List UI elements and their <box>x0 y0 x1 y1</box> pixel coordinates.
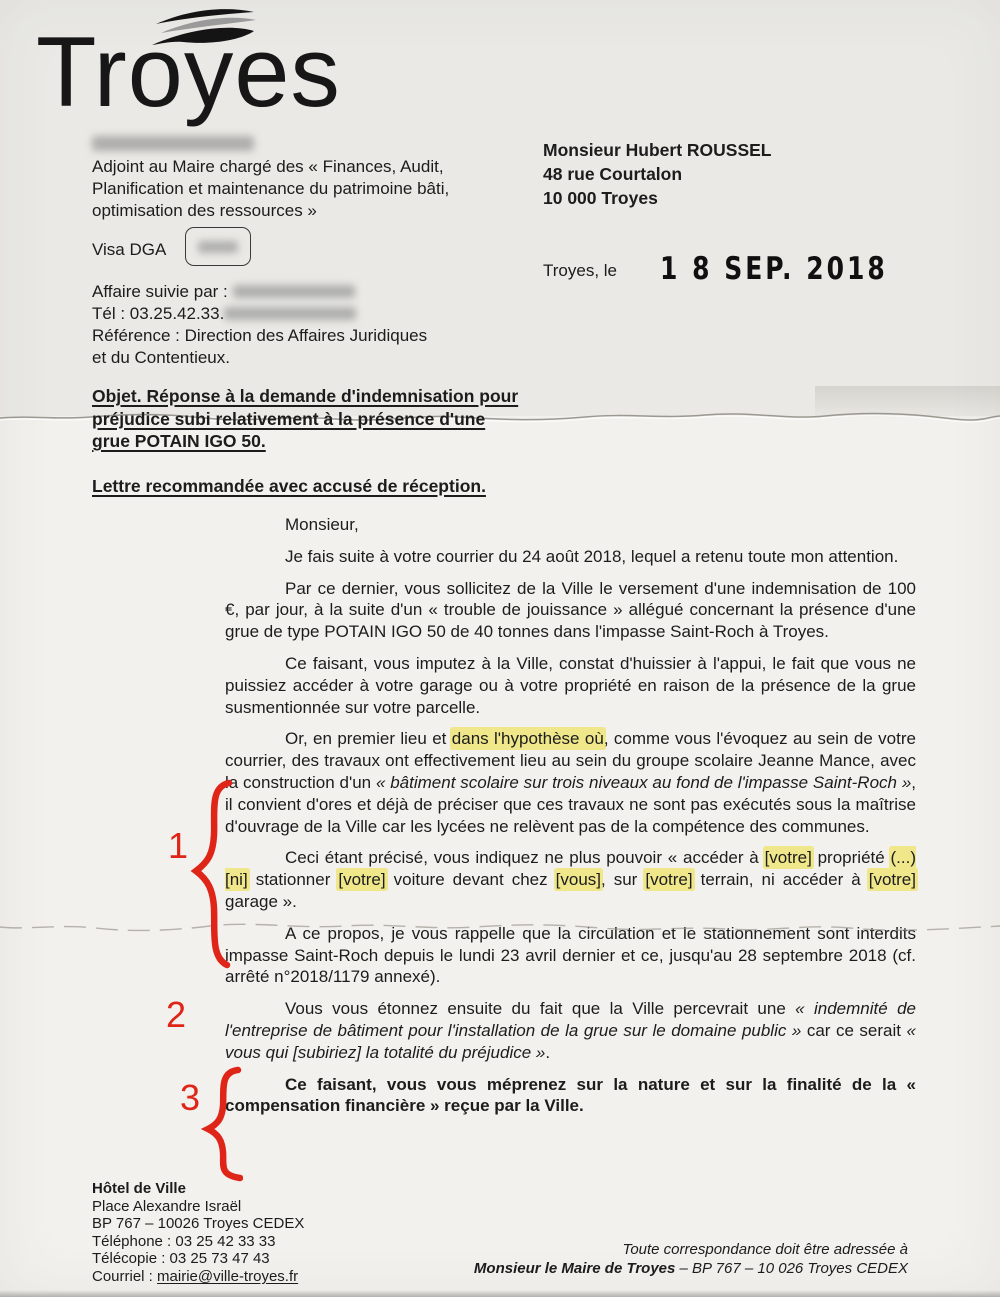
text-segment: . <box>545 1042 551 1062</box>
text-segment: stationner <box>247 870 339 890</box>
body-paragraph <box>225 653 916 718</box>
footer-fax: Télécopie : 03 25 73 47 43 <box>92 1250 270 1268</box>
text-segment: , sur <box>601 870 646 890</box>
visa-row <box>92 240 166 260</box>
text-segment: [votre] <box>645 870 693 890</box>
subject-line3: grue POTAIN IGO 50. <box>92 431 266 451</box>
text-segment: Par ce dernier, vous sollicitez de la Ville le versement d'une indemnisation de 100 €, par jour, à la suite d'un « trouble de jouissance » allégué concernant la présence d'une grue de type POTAIN IGO 50 de 40 tonnes dans l'impasse Saint-Roch à Troyes. <box>225 578 916 642</box>
subject-line1: Objet. Réponse à la demande d'indemnisation pour <box>92 386 519 406</box>
footer-correspondence-note <box>474 1240 908 1278</box>
salutation <box>225 514 916 536</box>
text-segment: voiture devant chez <box>385 870 556 890</box>
affaire-label: Affaire suivie par : <box>92 282 228 301</box>
correspondence-addressee: Monsieur le Maire de Troyes <box>473 1260 676 1277</box>
recipient-city: 10 000 Troyes <box>543 188 658 208</box>
recipient-block <box>543 138 772 210</box>
footer-address1: Place Alexandre Israël <box>92 1197 242 1215</box>
body-paragraph <box>225 998 916 1063</box>
text-segment: Or, en premier lieu et <box>285 729 452 749</box>
text-segment: Ce faisant, vous vous méprenez sur la nature et sur la finalité de la « compensation financière » reçue par la Ville. <box>225 1074 916 1116</box>
scan-bottom-edge <box>0 1290 1000 1297</box>
date-stamp: 1 8 SEP. 2018 <box>660 250 888 287</box>
text-segment: [votre] <box>868 870 916 890</box>
reference-line1: Référence : Direction des Affaires Juridiques <box>92 326 428 345</box>
footer-email-label: Courriel : <box>92 1267 158 1285</box>
paper-fold-line-middle <box>0 918 1000 936</box>
redacted-tel-suffix <box>224 307 356 320</box>
date-place: Troyes, le <box>543 261 618 280</box>
text-segment: (...) [ni] <box>225 848 916 890</box>
correspondence-line2 <box>474 1259 908 1278</box>
annotation-brace-1 <box>188 779 234 974</box>
correspondence-address: – BP 767 – 10 026 Troyes CEDEX <box>675 1260 908 1277</box>
sender-title-line1: Adjoint au Maire chargé des « Finances, Audit, <box>92 157 444 176</box>
city-logo-wordmark: Troyes <box>36 16 341 127</box>
text-segment: car ce serait <box>801 1020 907 1040</box>
tel-label: Tél : 03.25.42.33. <box>92 304 225 323</box>
annotation-number-1: 1 <box>168 825 189 866</box>
sender-title-line2: Planification et maintenance du patrimoine bâti, <box>92 179 450 198</box>
footer-email-address: mairie@ville-troyes.fr <box>157 1267 299 1285</box>
annotation-number-3: 3 <box>180 1077 201 1118</box>
sender-block <box>92 134 449 222</box>
text-segment: Je fais suite à votre courrier du 24 août 2018, lequel a retenu toute mon attention. <box>285 546 899 566</box>
text-segment: [votre] <box>764 848 812 868</box>
footer-org: Hôtel de Ville <box>92 1180 186 1197</box>
visa-stamp-box <box>185 227 251 266</box>
text-segment: Ce faisant, vous imputez à la Ville, constat d'huissier à l'appui, le fait que vous ne puissiez accéder à votre garage ou à votre propriété en raison de la présence de la grue susmentionnée sur votre parcelle. <box>225 653 916 717</box>
registered-mail-line: Lettre recommandée avec accusé de réception. <box>92 476 486 496</box>
affaire-line <box>92 281 427 303</box>
text-segment: [vous] <box>555 870 601 890</box>
text-segment: Monsieur, <box>285 515 359 534</box>
footer-phone: Téléphone : 03 25 42 33 33 <box>92 1232 276 1250</box>
text-segment: garage ». <box>225 891 297 911</box>
text-segment: terrain, ni accéder à <box>692 870 869 890</box>
body-paragraph <box>225 1074 916 1118</box>
body-paragraph <box>225 847 916 912</box>
recipient-street: 48 rue Courtalon <box>543 164 683 184</box>
text-segment: « vous qui [subiriez] la totalité du préjudice » <box>225 1020 916 1062</box>
text-segment: , il convient d'ores et déjà de préciser que ces travaux ne sont pas exécutés sous la maîtrise d'ouvrage de la Ville car les lycées ne relèvent pas de la compétence des communes. <box>225 772 917 836</box>
footer-email-line <box>92 1268 304 1286</box>
text-segment: propriété <box>811 848 891 868</box>
redacted-visa-initials <box>198 241 238 253</box>
text-segment: « bâtiment scolaire sur trois niveaux au fond de l'impasse Saint-Roch » <box>375 772 912 792</box>
redacted-agent-name <box>233 285 355 298</box>
body-paragraph <box>225 546 916 568</box>
text-segment: A ce propos, je vous rappelle que la circulation et le stationnement sont interdits impasse Saint-Roch depuis le lundi 23 avril dernier et ce, jusqu'au 28 septembre 2018 (cf. arrêté n°2018/1179 annexé). <box>225 923 916 987</box>
sender-title-line3: optimisation des ressources » <box>92 201 317 220</box>
annotation-number-2: 2 <box>166 994 187 1035</box>
body-paragraph <box>225 728 916 837</box>
text-segment: dans l'hypothèse où <box>451 729 604 749</box>
text-segment: « indemnité de l'entreprise de bâtiment pour l'installation de la grue sur le domaine public » <box>225 999 916 1040</box>
tel-line <box>92 303 427 325</box>
footer-address-block <box>92 1180 304 1286</box>
text-segment: [votre] <box>338 870 386 890</box>
visa-label: Visa DGA <box>92 240 167 259</box>
reference-block <box>92 281 427 369</box>
subject-line2: préjudice subi relativement à la présence d'une <box>92 408 486 429</box>
body-paragraph <box>225 578 916 643</box>
footer-address2: BP 767 – 10026 Troyes CEDEX <box>92 1215 305 1233</box>
reference-line2: et du Contentieux. <box>92 348 230 367</box>
subject-block <box>92 385 518 453</box>
annotation-brace-3 <box>201 1066 243 1187</box>
recipient-name: Monsieur Hubert ROUSSEL <box>543 140 772 160</box>
text-segment: Ceci étant précisé, vous indiquez ne plus pouvoir « accéder à <box>285 848 765 868</box>
correspondence-line1: Toute correspondance doit être adressée à <box>622 1241 908 1258</box>
text-segment: Vous vous étonnez ensuite du fait que la Ville percevrait une <box>285 999 796 1019</box>
redacted-sender-name <box>92 136 254 151</box>
text-segment: , comme vous l'évoquez au sein de votre courrier, des travaux ont effectivement lieu au sein du groupe scolaire Jeanne Mance, avec la construction d'un <box>225 729 916 792</box>
letter-body <box>225 514 916 1127</box>
